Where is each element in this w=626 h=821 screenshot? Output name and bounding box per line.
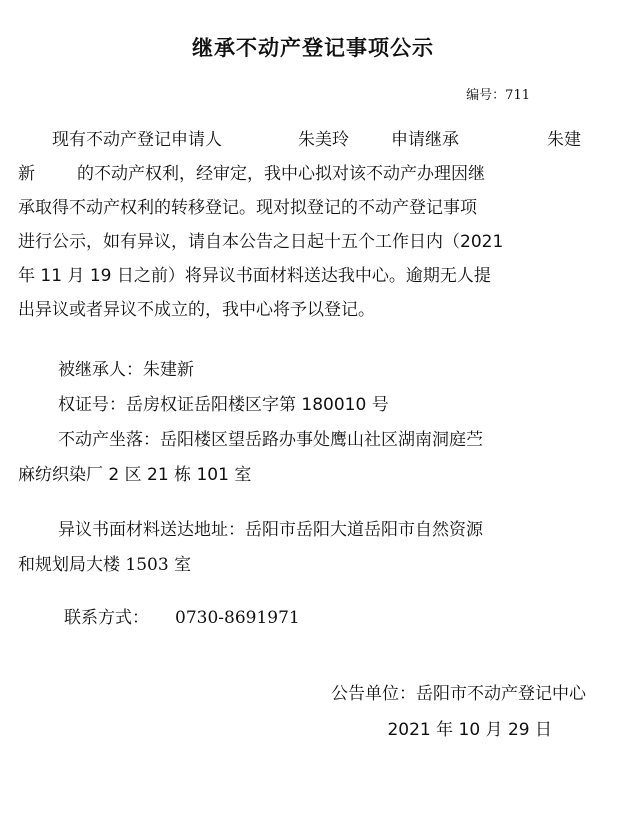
- objection-address-label: 异议书面材料送达地址：: [58, 520, 245, 540]
- issuer-value: 岳阳市不动产登记中心: [416, 684, 586, 704]
- contact-section: [18, 601, 608, 636]
- fields-section: [18, 353, 608, 493]
- body-line-5: 年 11 月 19 日之前）将异议书面材料送达我中心。逾期无人提: [18, 266, 491, 286]
- document-page: [0, 32, 626, 821]
- body-segment-1: 现有不动产登记申请人: [52, 130, 222, 150]
- objection-address-line: [18, 513, 608, 548]
- decedent-name-part1: 朱建: [547, 130, 581, 150]
- objection-address-section: [18, 513, 608, 583]
- field-decedent: [18, 353, 608, 388]
- field-certificate-line: [18, 388, 608, 423]
- document-number: [18, 84, 608, 103]
- document-number-value: 711: [505, 88, 530, 103]
- page-title: 继承不动产登记事项公示: [192, 36, 434, 60]
- objection-address-value-continued: 和规划局大楼 1503 室: [18, 555, 192, 575]
- field-decedent-line: [18, 353, 608, 388]
- field-decedent-value: 朱建新: [143, 360, 194, 380]
- body-segment-3: 的不动产权利，经审定，我中心拟对该不动产办理因继: [77, 164, 485, 184]
- document-number-label: 编号：: [466, 88, 506, 103]
- applicant-name: 朱美玲: [298, 130, 349, 150]
- body-line-4: 进行公示，如有异议，请自本公告之日起十五个工作日内（2021: [18, 232, 504, 252]
- body-line-1: [18, 123, 608, 157]
- decedent-name-part2: 新: [18, 164, 35, 184]
- field-location-value-continued: 麻纺织染厂 2 区 21 栋 101 室: [18, 465, 252, 485]
- field-certificate: [18, 388, 608, 423]
- body-line-3: 承取得不动产权利的转移登记。现对拟登记的不动产登记事项: [18, 198, 477, 218]
- objection-address-value: 岳阳市岳阳大道岳阳市自然资源: [245, 520, 483, 540]
- issuer-line: [18, 676, 586, 712]
- field-decedent-label: 被继承人：: [58, 360, 143, 380]
- field-location-label: 不动产坐落：: [58, 430, 160, 450]
- signoff-section: [18, 676, 608, 748]
- field-location: [18, 423, 608, 493]
- field-location-line: [18, 423, 608, 458]
- contact-label: 联系方式：: [64, 608, 149, 628]
- field-location-value: 岳阳楼区望岳路办事处鹰山社区湖南洞庭苎: [160, 430, 483, 450]
- body-line-2: [18, 157, 608, 191]
- field-certificate-label: 权证号：: [58, 395, 126, 415]
- contact-value: 0730-8691971: [175, 608, 300, 628]
- signoff-date: 2021 年 10 月 29 日: [387, 720, 552, 740]
- issuer-label: 公告单位：: [331, 684, 416, 704]
- announcement-body: [18, 123, 608, 327]
- body-segment-2: 申请继承: [391, 130, 459, 150]
- body-line-6: 出异议或者异议不成立的，我中心将予以登记。: [18, 300, 375, 320]
- field-certificate-value: 岳房权证岳阳楼区字第 180010 号: [126, 395, 389, 415]
